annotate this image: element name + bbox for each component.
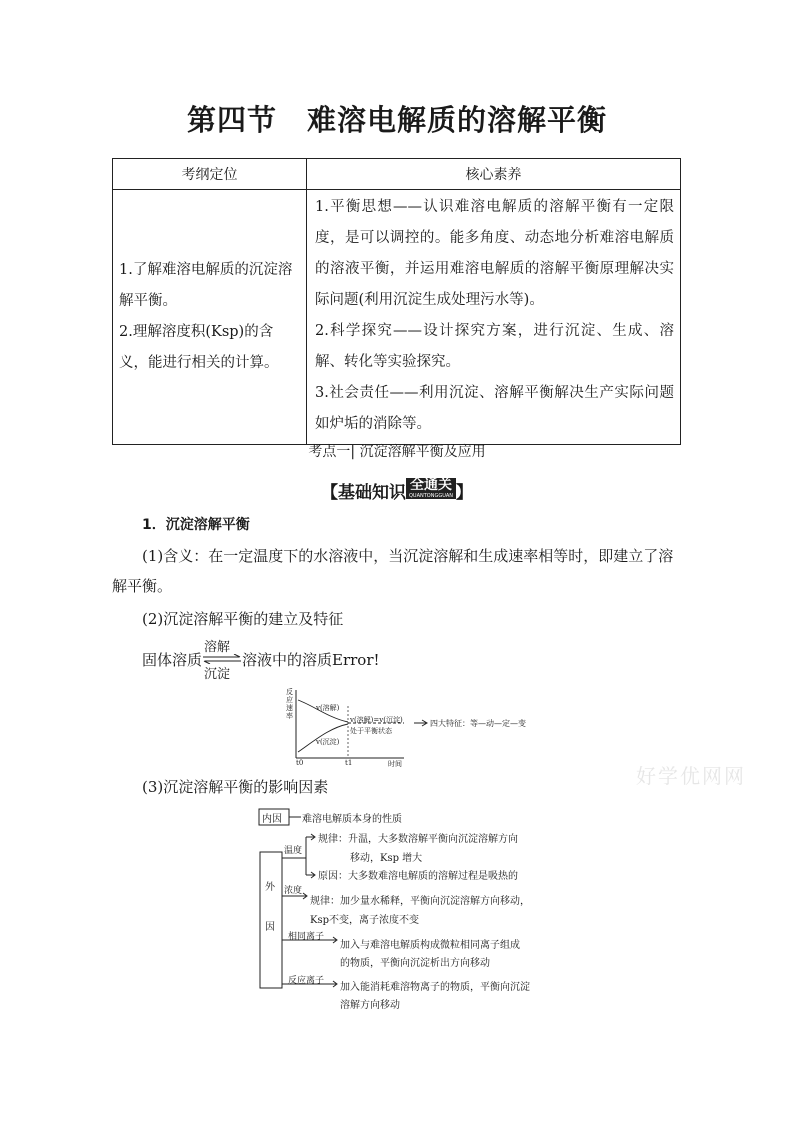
standards-table xyxy=(112,158,681,445)
label-t1: t1 xyxy=(345,759,353,767)
react-ion-line2: 溶解方向移动 xyxy=(340,1000,400,1011)
watermark: 好学优网网 xyxy=(636,764,746,788)
factor-common-ion: 相同离子 xyxy=(288,932,325,942)
banner-left: 【基础知识 xyxy=(320,483,406,503)
section-banner xyxy=(0,478,794,503)
label-v-precip: v(沉淀) xyxy=(316,738,340,746)
eq-left: 固体溶质 xyxy=(142,651,203,669)
common-ion-line1: 加入与难溶电解质构成微粒相同离子组成 xyxy=(340,940,520,951)
badge-subtext: QUANTONGGUAN xyxy=(408,493,454,499)
factor-reacting-ion: 反应离子 xyxy=(288,976,325,986)
equilibrium-equation xyxy=(142,636,442,680)
literacy-item: 1.平衡思想——认识难溶电解质的溶解平衡有一定限度，是可以调控的。能多角度、动态地分析难溶电解质的溶液平衡，并运用难溶电解质的溶解平衡原理解决实际问题(利用沉淀生成处理污水等)。 xyxy=(315,199,674,308)
temp-reason: 原因：大多数难溶电解质的溶解过程是吸热的 xyxy=(318,871,518,882)
common-ion-line2: 的物质，平衡向沉淀析出方向移动 xyxy=(340,958,490,969)
inner-factor-label: 内因 xyxy=(262,814,282,825)
banner-badge xyxy=(406,478,456,499)
react-ion-line1: 加入能消耗难溶物离子的物质，平衡向沉淀 xyxy=(340,982,530,993)
syllabus-cell xyxy=(113,190,307,445)
factor-concentration: 浓度 xyxy=(284,886,303,896)
temp-rule-line1: 规律：升温，大多数溶解平衡向沉淀溶解方向 xyxy=(318,834,518,845)
temp-rule-line2: 移动，Ksp 增大 xyxy=(350,853,423,864)
graph-y-label: 反应速率 xyxy=(286,688,293,720)
table-head-left: 考纲定位 xyxy=(113,159,307,190)
factor-temperature: 温度 xyxy=(284,846,303,856)
graph-x-label: 时间 xyxy=(388,760,402,768)
eq-right: 溶液中的溶质Error! xyxy=(242,651,380,669)
subheading-establish: (2)沉淀溶解平衡的建立及特征 xyxy=(142,610,344,628)
definition-paragraph: (1)含义：在一定温度下的水溶液中，当沉淀溶解和生成速率相等时，即建立了溶解平衡。 xyxy=(112,547,674,595)
inner-factor-text: 难溶电解质本身的性质 xyxy=(302,814,402,825)
section-heading: 1．沉淀溶解平衡 xyxy=(142,517,250,533)
literacy-cell xyxy=(307,190,681,445)
banner-right: 】 xyxy=(456,483,474,503)
conc-rule-line2: Ksp不变，离子浓度不变 xyxy=(310,915,420,926)
syllabus-item: 2.理解溶度积(Ksp)的含义，能进行相关的计算。 xyxy=(119,324,279,371)
syllabus-item: 1.了解难溶电解质的沉淀溶解平衡。 xyxy=(119,262,293,309)
eq-arrow-top: 溶解 xyxy=(204,640,231,655)
conc-rule-line1: 规律：加少量水稀释，平衡向沉淀溶解方向移动， xyxy=(310,896,530,907)
page-title: 第四节 难溶电解质的溶解平衡 xyxy=(186,103,607,137)
four-features: 四大特征：等—动—定—变 xyxy=(430,719,526,728)
badge-text: 全通关 xyxy=(410,477,452,493)
label-equal-rates: v(溶解)=v(沉淀) xyxy=(350,716,403,724)
label-v-dissolve: v(溶解) xyxy=(316,704,340,712)
outer-factor-label: 外因 xyxy=(265,882,275,933)
literacy-item: 3.社会责任——利用沉淀、溶解平衡解决生产实际问题如炉垢的消除等。 xyxy=(315,385,674,432)
topic-heading: 考点一| 沉淀溶解平衡及应用 xyxy=(308,444,486,460)
label-t0: t0 xyxy=(296,759,304,767)
subheading-factors: (3)沉淀溶解平衡的影响因素 xyxy=(142,778,329,796)
literacy-item: 2.科学探究——设计探究方案，进行沉淀、生成、溶解、转化等实验探究。 xyxy=(315,323,674,370)
eq-arrow-bottom: 沉淀 xyxy=(204,667,231,682)
table-head-right: 核心素养 xyxy=(307,159,681,190)
label-equilibrium-state: 处于平衡状态 xyxy=(350,727,392,735)
